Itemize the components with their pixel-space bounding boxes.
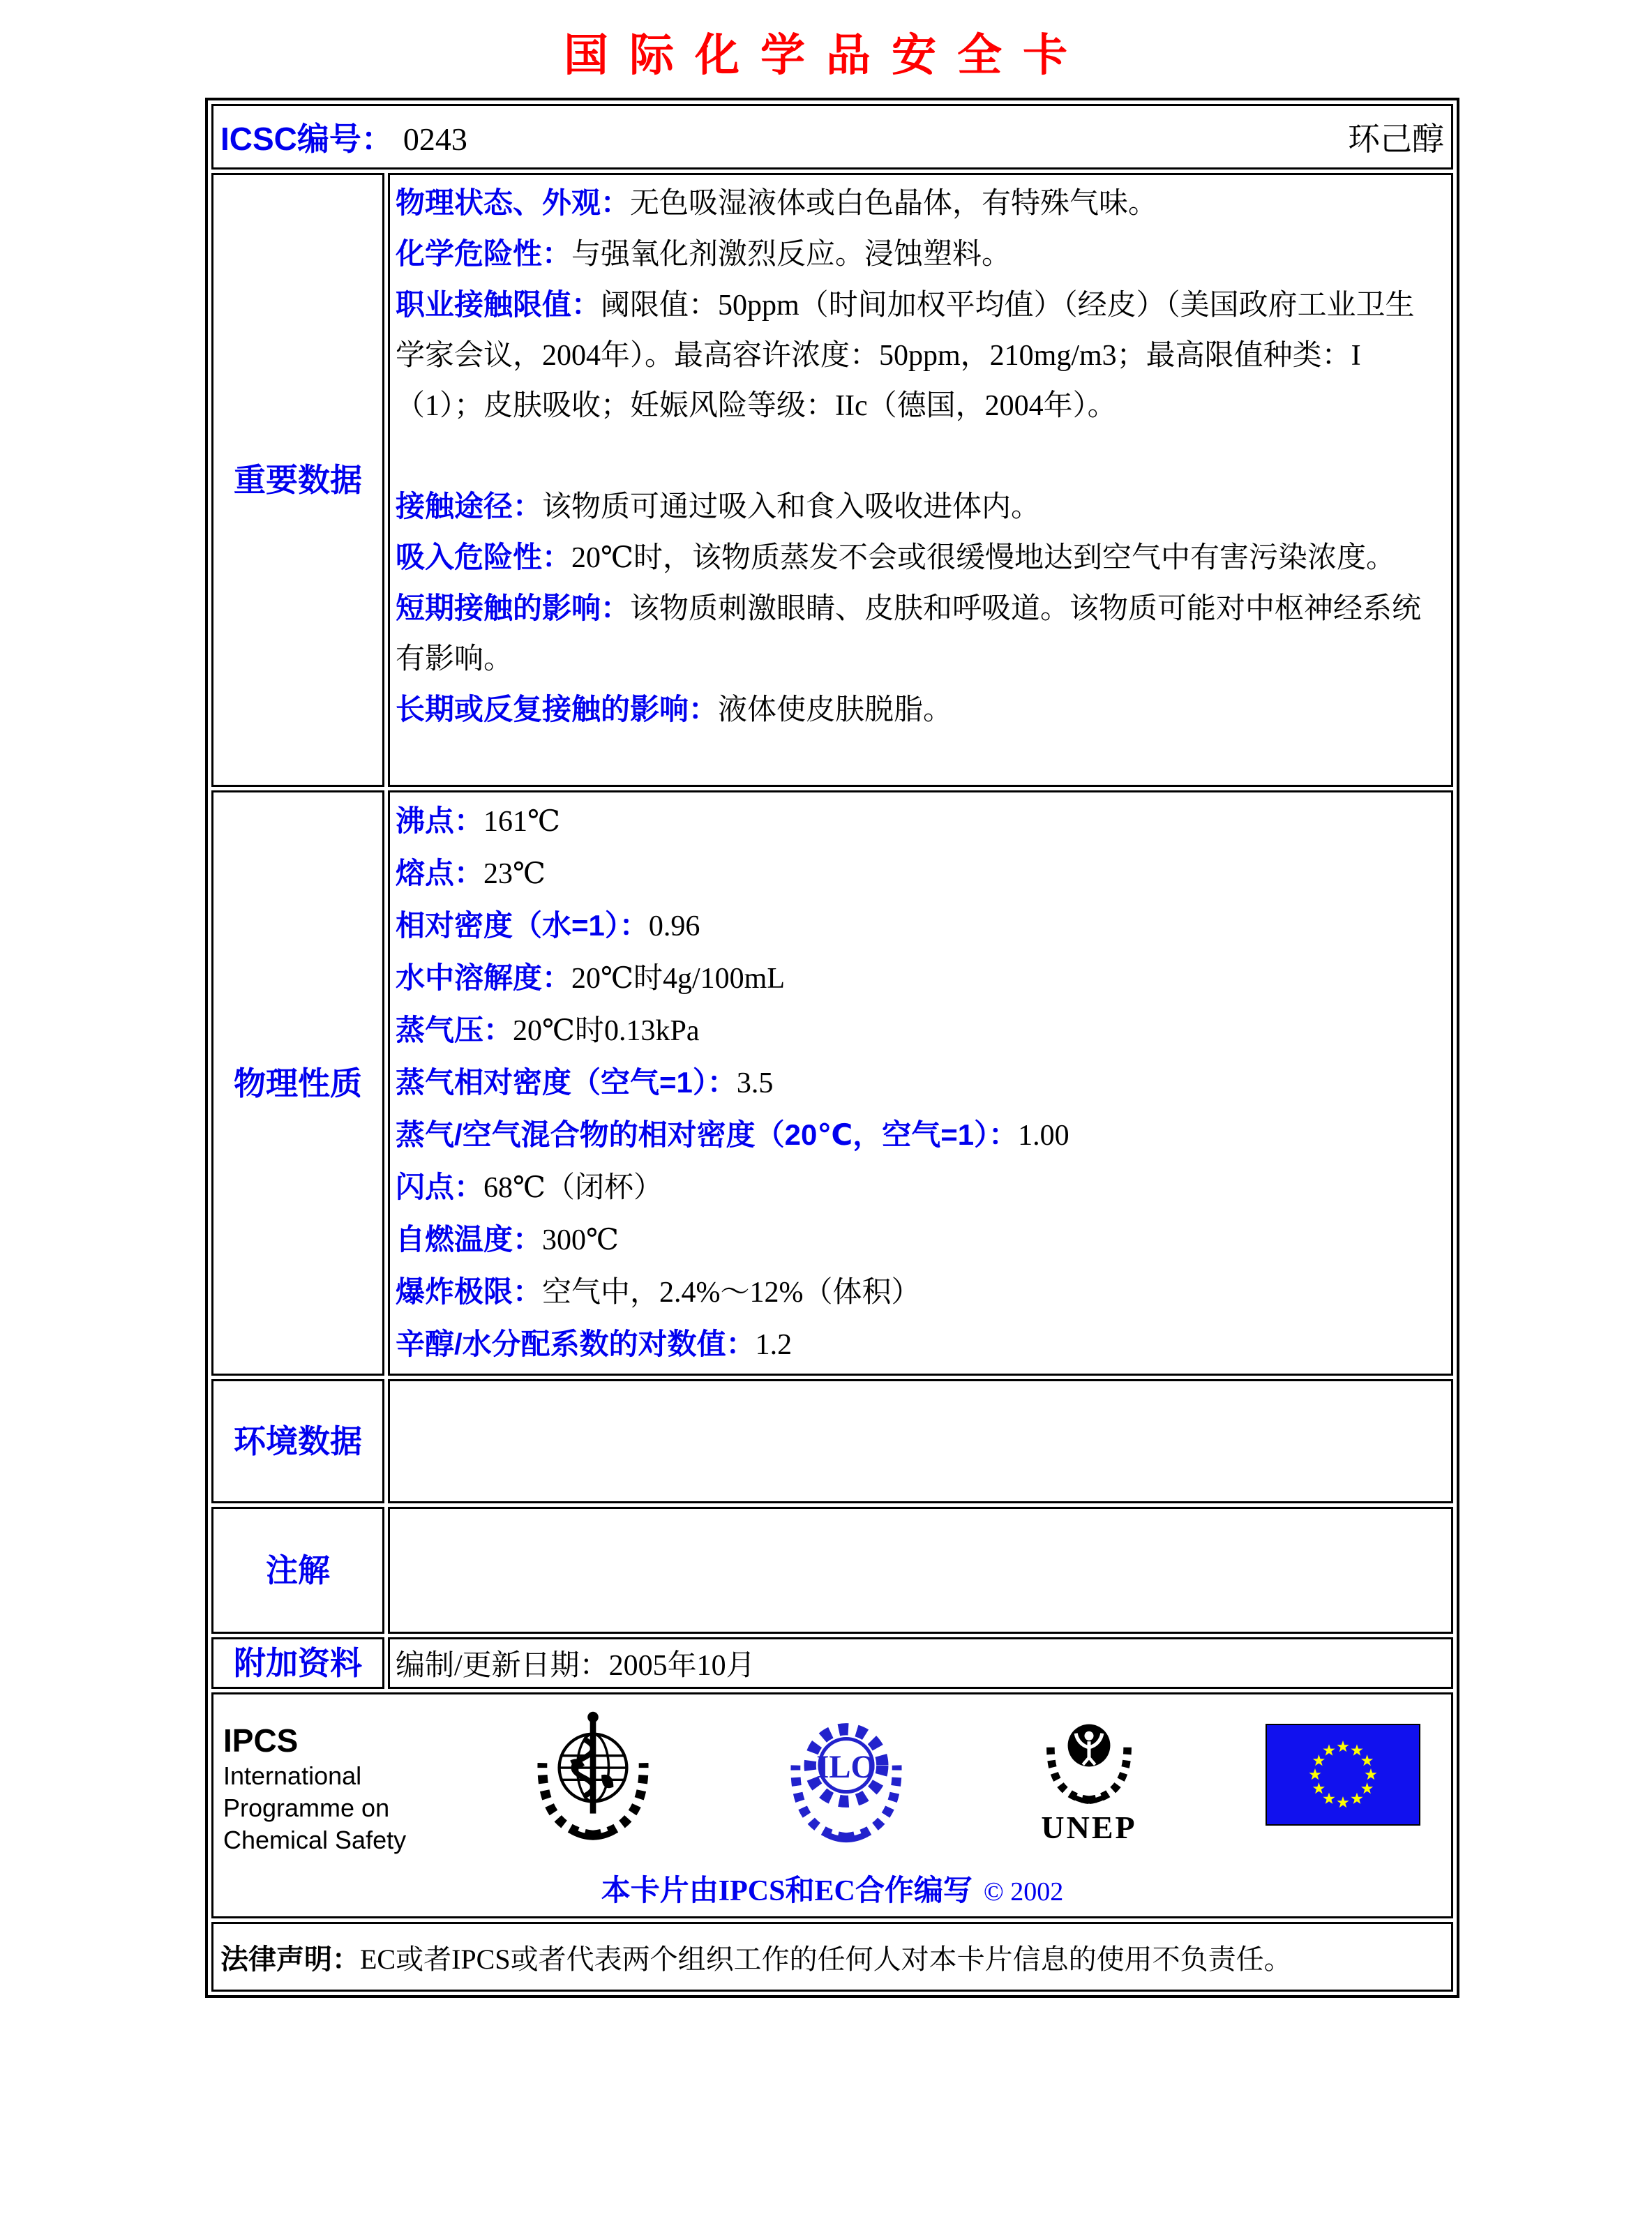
item-label: 化学危险性：: [396, 237, 572, 270]
physical-item-2: [396, 900, 1443, 952]
physical-properties-content: [388, 790, 1453, 1376]
icsc-number-group: [220, 114, 467, 160]
item-value: 161℃: [483, 806, 560, 838]
important-item-1: [396, 229, 1443, 280]
important-item-4: [396, 532, 1443, 583]
item-label: 辛醇/水分配系数的对数值：: [396, 1328, 756, 1360]
environment-data-row: [211, 1379, 1453, 1503]
item-value: 3.5: [736, 1067, 774, 1099]
item-label: 沸点：: [396, 804, 484, 837]
important-data-row: [211, 173, 1453, 787]
item-value: 20℃时0.13kPa: [513, 1015, 700, 1047]
organization-logos: [213, 1704, 1451, 1856]
notes-row: [211, 1507, 1453, 1634]
item-label: 爆炸极限：: [396, 1275, 543, 1308]
who-emblem-icon: [527, 1707, 659, 1850]
item-value: 液体使皮肤脱脂。: [718, 694, 953, 726]
important-item-3: [396, 481, 1443, 532]
item-label: 水中溶解度：: [396, 961, 572, 994]
physical-item-5: [396, 1057, 1443, 1109]
item-label: 自燃温度：: [396, 1223, 543, 1256]
section-label-additional: 附加资料: [211, 1637, 384, 1689]
ipcs-line1: International: [223, 1761, 362, 1790]
item-value: 1.00: [1018, 1120, 1069, 1152]
legal-notice: [211, 1922, 1453, 1992]
important-item-0: [396, 178, 1443, 229]
environment-data-content: [388, 1379, 1453, 1503]
physical-item-10: [396, 1318, 1443, 1371]
eu-flag-icon: [1266, 1724, 1420, 1829]
item-value: 20℃时，该物质蒸发不会或很缓慢地达到空气中有害污染浓度。: [571, 542, 1396, 574]
item-value: 与强氧化剂激烈反应。浸蚀塑料。: [571, 239, 1012, 271]
item-label: 职业接触限值：: [396, 288, 601, 321]
item-label: 接触途径：: [396, 490, 543, 523]
page-title: 国际化学品安全卡: [564, 31, 1088, 80]
item-label: 短期接触的影响：: [396, 592, 631, 624]
important-item-6: [396, 684, 1443, 735]
item-value: 无色吸湿液体或白色晶体，有特殊气味。: [630, 188, 1158, 220]
ilo-emblem-icon: [780, 1707, 913, 1850]
item-value: 0.96: [648, 910, 700, 942]
item-value: 阈限值：50ppm（时间加权平均值）（经皮）（美国政府工业卫生学家会议，2004年）。最高容许浓度：50ppm，210mg/m3；最高限值种类：I（1）；皮肤吸收；妊娠风险等级：IIc（德国，2004年）。: [396, 290, 1415, 422]
physical-item-6: [396, 1109, 1443, 1162]
item-label: 吸入危险性：: [396, 541, 572, 573]
item-value: 23℃: [483, 858, 546, 890]
item-value: 该物质可通过吸入和食入吸收进体内。: [542, 491, 1041, 523]
section-label-important: 重要数据: [211, 173, 384, 787]
unep-label: UNEP: [1041, 1810, 1137, 1845]
item-label: 长期或反复接触的影响：: [396, 693, 719, 726]
physical-item-7: [396, 1162, 1443, 1214]
item-value: 20℃时4g/100mL: [571, 963, 785, 995]
section-label-environment: 环境数据: [211, 1379, 384, 1503]
item-label: 相对密度（水=1）：: [396, 909, 649, 942]
legal-notice-row: [211, 1922, 1453, 1992]
physical-item-3: [396, 952, 1443, 1005]
update-date-label: 编制/更新日期：: [396, 1650, 609, 1682]
legal-label: 法律声明：: [220, 1944, 360, 1975]
physical-item-9: [396, 1266, 1443, 1318]
additional-info-content: [388, 1637, 1453, 1689]
update-date-value: 2005年10月: [608, 1650, 756, 1682]
section-label-physical: 物理性质: [211, 790, 384, 1376]
legal-text: EC或者IPCS或者代表两个组织工作的任何人对本卡片信息的使用不负责任。: [360, 1943, 1292, 1975]
item-label: 物理状态、外观：: [396, 186, 631, 219]
physical-properties-row: [211, 790, 1453, 1376]
item-value: 空气中，2.4%～12%（体积）: [542, 1277, 921, 1309]
physical-item-8: [396, 1214, 1443, 1266]
item-label: 蒸气压：: [396, 1014, 513, 1046]
header-row: [211, 104, 1453, 170]
important-item-2: [396, 280, 1443, 431]
svg-text:ILO: ILO: [816, 1748, 876, 1785]
icsc-number-value: 0243: [403, 121, 467, 157]
card-header: [220, 106, 1444, 167]
icsc-card-page: [0, 20, 1652, 2240]
copyright-text: © 2002: [983, 1877, 1064, 1907]
item-label: 闪点：: [396, 1171, 484, 1203]
caption-text: 本卡片由IPCS和EC合作编写: [601, 1875, 973, 1907]
important-item-5: [396, 583, 1443, 684]
icsc-table: [205, 98, 1459, 1998]
physical-item-4: [396, 1005, 1443, 1057]
physical-item-1: [396, 848, 1443, 900]
item-label: 熔点：: [396, 857, 484, 889]
item-value: 68℃（闭杯）: [483, 1172, 663, 1204]
item-value: 该物质刺激眼睛、皮肤和呼吸道。该物质可能对中枢神经系统有影响。: [396, 593, 1422, 675]
chemical-name: 环己醇: [1348, 121, 1444, 157]
additional-info-row: [211, 1637, 1453, 1689]
icsc-number-label: ICSC编号：: [220, 121, 393, 157]
item-value: 1.2: [755, 1329, 793, 1361]
ipcs-line2: Programme on: [223, 1794, 390, 1822]
unep-emblem-icon: [1033, 1707, 1145, 1810]
item-label: 蒸气/空气混合物的相对密度（20℃，空气=1）：: [396, 1118, 1019, 1151]
item-value: 300℃: [542, 1224, 619, 1256]
ipcs-text-block: [223, 1721, 406, 1856]
important-data-content: [388, 173, 1453, 787]
logos-row: [211, 1692, 1453, 1918]
ipcs-acronym: IPCS: [223, 1722, 299, 1759]
unep-emblem-block: [1033, 1707, 1145, 1844]
footer-caption: [213, 1867, 1451, 1909]
section-label-notes: 注解: [211, 1507, 384, 1634]
notes-content: [388, 1507, 1453, 1634]
item-label: 蒸气相对密度（空气=1）：: [396, 1066, 737, 1099]
physical-item-0: [396, 795, 1443, 848]
ipcs-line3: Chemical Safety: [223, 1826, 407, 1854]
